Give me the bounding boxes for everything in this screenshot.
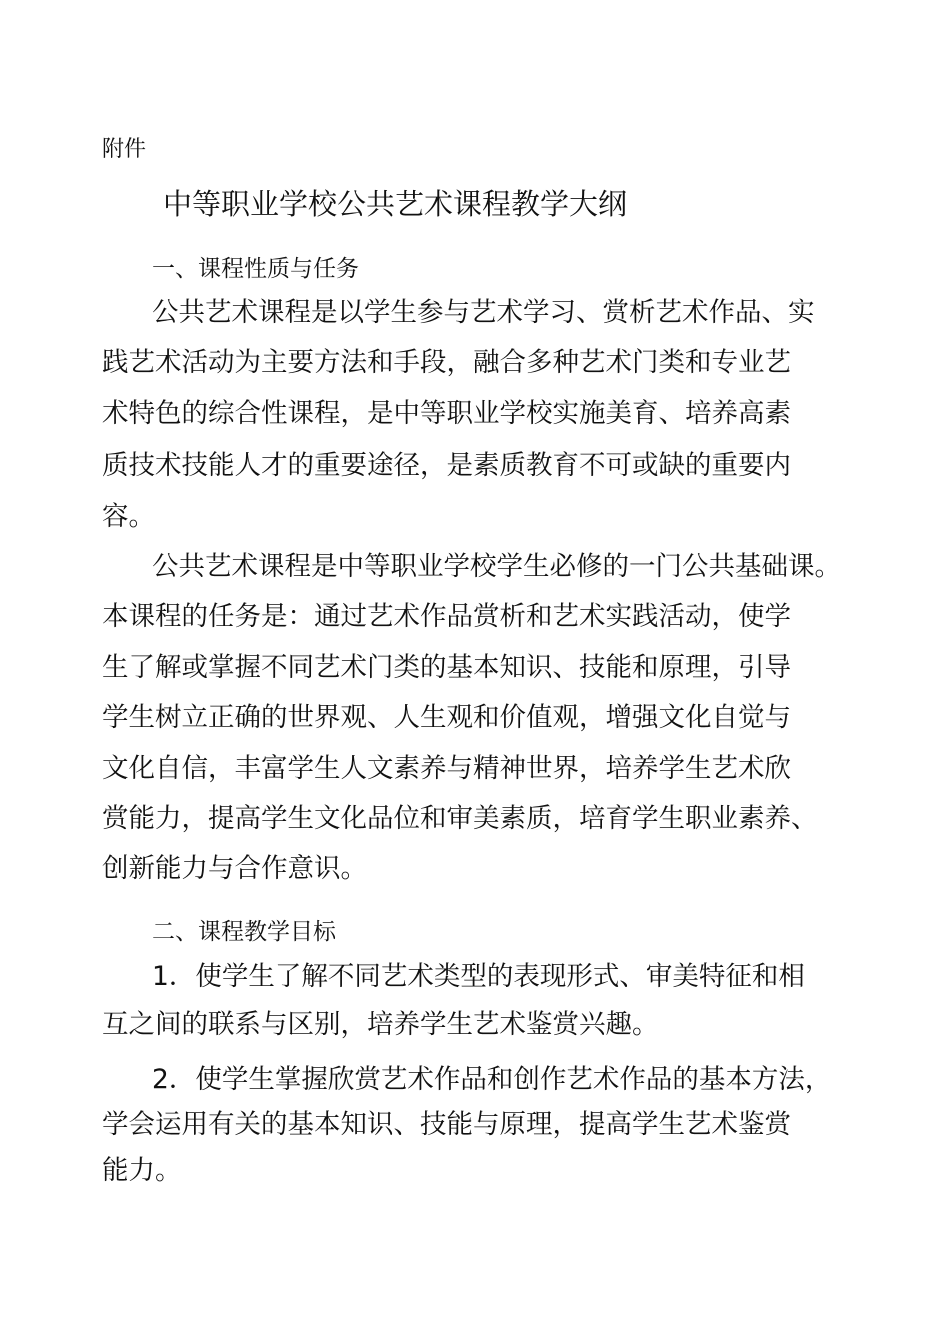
paragraph-line: 创新能力与合作意识。	[102, 853, 367, 884]
paragraph-line: 1．使学生了解不同艺术类型的表现形式、审美特征和相	[152, 961, 805, 992]
paragraph-line: 质技术技能人才的重要途径，是素质教育不可或缺的重要内	[102, 450, 791, 481]
paragraph-line: 生了解或掌握不同艺术门类的基本知识、技能和原理，引导	[102, 652, 791, 683]
paragraph-line: 能力。	[102, 1155, 182, 1186]
paragraph-line: 公共艺术课程是中等职业学校学生必修的一门公共基础课。	[152, 551, 841, 582]
paragraph-line: 容。	[102, 501, 155, 532]
paragraph-line: 学生树立正确的世界观、人生观和价值观，增强文化自觉与	[102, 702, 791, 733]
attachment-label: 附件	[102, 137, 147, 162]
paragraph-line: 互之间的联系与区别，培养学生艺术鉴赏兴趣。	[102, 1009, 659, 1040]
paragraph-line: 践艺术活动为主要方法和手段，融合多种艺术门类和专业艺	[102, 347, 791, 378]
paragraph-line: 文化自信，丰富学生人文素养与精神世界，培养学生艺术欣	[102, 753, 791, 784]
paragraph-line: 本课程的任务是：通过艺术作品赏析和艺术实践活动，使学	[102, 601, 791, 632]
document-title: 中等职业学校公共艺术课程教学大纲	[163, 187, 628, 221]
paragraph-line: 学会运用有关的基本知识、技能与原理，提高学生艺术鉴赏	[102, 1109, 791, 1140]
paragraph-line: 赏能力，提高学生文化品位和审美素质，培育学生职业素养、	[102, 803, 818, 834]
section-heading-2: 二、课程教学目标	[152, 919, 336, 945]
paragraph-line: 2．使学生掌握欣赏艺术作品和创作艺术作品的基本方法，	[152, 1064, 832, 1095]
paragraph-line: 公共艺术课程是以学生参与艺术学习、赏析艺术作品、实	[152, 297, 815, 328]
section-heading-1: 一、课程性质与任务	[152, 256, 359, 282]
paragraph-line: 术特色的综合性课程，是中等职业学校实施美育、培养高素	[102, 398, 791, 429]
